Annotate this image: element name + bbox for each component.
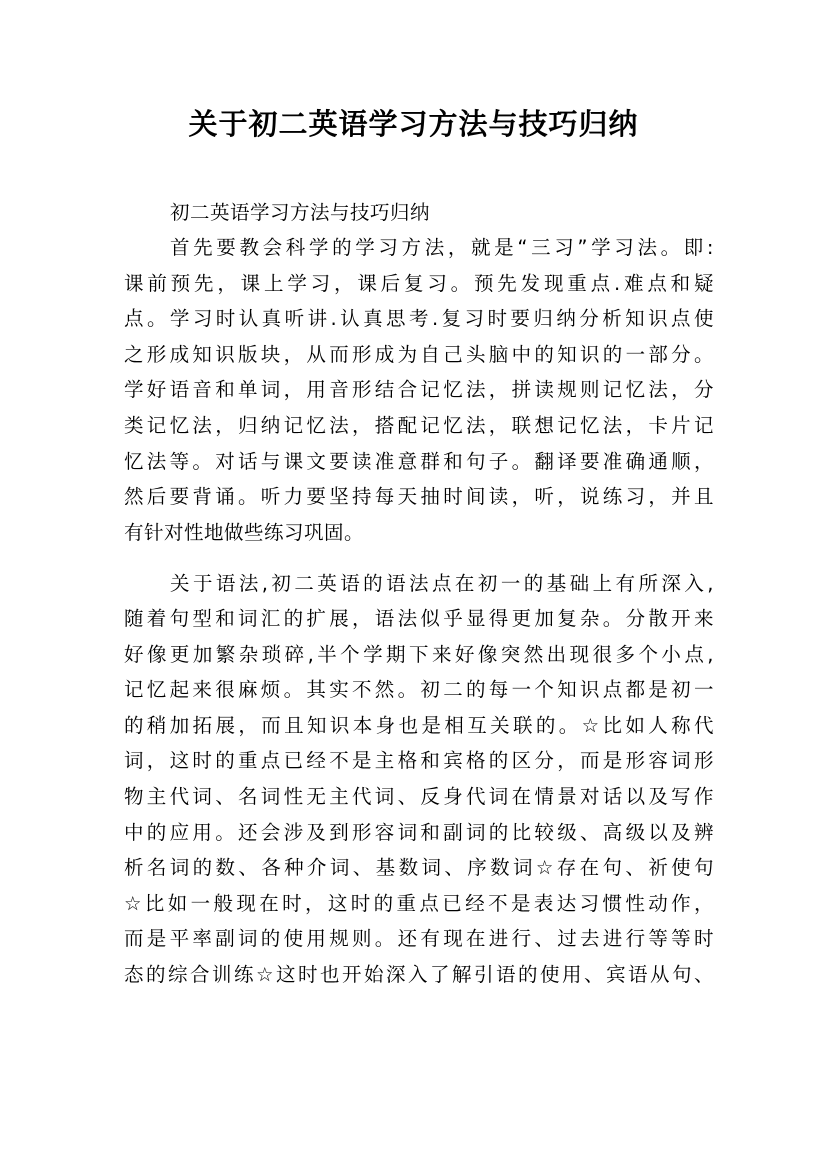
paragraph-line: 随着句型和词汇的扩展，语法似乎显得更加复杂。分散开来 (124, 607, 714, 630)
subtitle-line: 初二英语学习方法与技巧归纳 (170, 201, 431, 224)
paragraph-line: 而是平率副词的使用规则。还有现在进行、过去进行等等时 (124, 927, 714, 950)
paragraph-line: 词，这时的重点已经不是主格和宾格的区分，而是形容词形 (124, 749, 714, 772)
paragraph-line: 析名词的数、各种介词、基数词、序数词☆存在句、祈使句 (124, 856, 714, 879)
document-title: 关于初二英语学习方法与技巧归纳 (188, 107, 639, 141)
paragraph-line: 首先要教会科学的学习方法，就是“三习”学习法。即: (170, 236, 714, 259)
paragraph-line: 类记忆法，归纳记忆法，搭配记忆法，联想记忆法，卡片记 (124, 414, 714, 437)
paragraph-line: 的稍加拓展，而且知识本身也是相互关联的。☆比如人称代 (124, 714, 714, 737)
paragraph-line: 课前预先，课上学习，课后复习。预先发现重点.难点和疑 (124, 272, 714, 295)
paragraph-line: 有针对性地做些练习巩固。 (124, 521, 365, 544)
paragraph-line: ☆比如一般现在时，这时的重点已经不是表达习惯性动作， (124, 892, 714, 915)
paragraph-line: 之形成知识版块，从而形成为自己头脑中的知识的一部分。 (124, 343, 714, 366)
paragraph-line: 记忆起来很麻烦。其实不然。初二的每一个知识点都是初一 (124, 678, 714, 701)
paragraph-line: 中的应用。还会涉及到形容词和副词的比较级、高级以及辨 (124, 821, 714, 844)
paragraph-line: 物主代词、名词性无主代词、反身代词在情景对话以及写作 (124, 785, 714, 808)
paragraph-line: 好像更加繁杂琐碎,半个学期下来好像突然出现很多个小点, (124, 643, 714, 666)
paragraph-line: 学好语音和单词，用音形结合记忆法，拼读规则记忆法，分 (124, 378, 714, 401)
paragraph-line: 态的综合训练☆这时也开始深入了解引语的使用、宾语从句、 (124, 963, 714, 986)
paragraph-line: 忆法等。对话与课文要读准意群和句子。翻译要准确通顺， (124, 450, 714, 473)
paragraph-line: 关于语法,初二英语的语法点在初一的基础上有所深入, (170, 572, 714, 595)
paragraph-line: 点。学习时认真听讲.认真思考.复习时要归纳分析知识点使 (124, 307, 714, 330)
paragraph-line: 然后要背诵。听力要坚持每天抽时间读，听，说练习，并且 (124, 485, 714, 508)
